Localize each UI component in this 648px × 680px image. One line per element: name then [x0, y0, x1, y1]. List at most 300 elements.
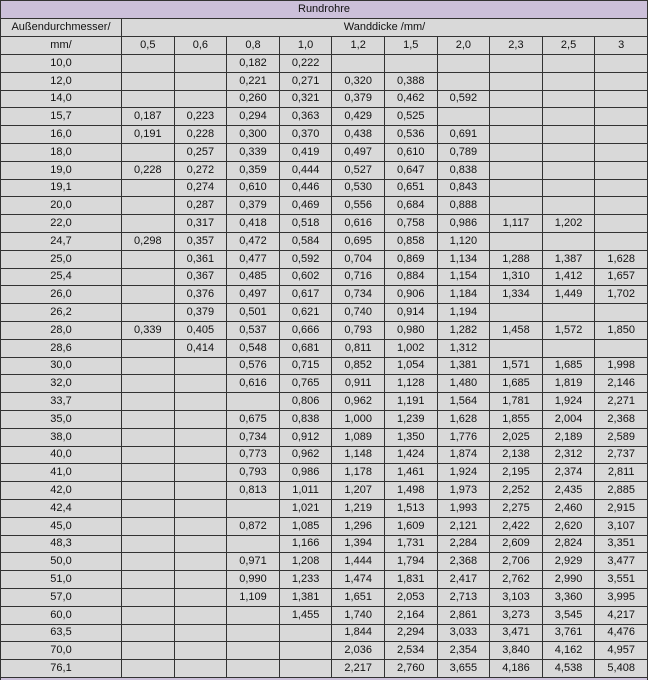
weight-cell [437, 55, 490, 73]
weight-cell: 1,844 [332, 624, 385, 642]
weight-cell [542, 108, 595, 126]
weight-cell: 2,713 [437, 588, 490, 606]
outer-diameter-cell: 32,0 [1, 375, 122, 393]
weight-cell: 3,360 [542, 588, 595, 606]
weight-cell: 0,962 [279, 446, 332, 464]
weight-cell: 1,219 [332, 499, 385, 517]
column-header: 1,2 [332, 37, 385, 55]
weight-cell [122, 286, 175, 304]
weight-cell: 0,222 [279, 55, 332, 73]
weight-cell: 1,855 [490, 410, 543, 428]
weight-cell: 0,294 [227, 108, 280, 126]
weight-cell: 0,666 [279, 321, 332, 339]
weight-cell: 2,534 [384, 642, 437, 660]
weight-cell: 1,239 [384, 410, 437, 428]
weight-cell: 2,146 [595, 375, 648, 393]
weight-cell: 1,054 [384, 357, 437, 375]
table-row [1, 143, 648, 161]
weight-cell: 0,986 [437, 215, 490, 233]
weight-cell: 0,912 [279, 428, 332, 446]
weight-cell: 0,773 [227, 446, 280, 464]
weight-cell [227, 606, 280, 624]
weight-cell [122, 410, 175, 428]
table-row [1, 215, 648, 233]
weight-cell: 2,004 [542, 410, 595, 428]
weight-cell: 0,576 [227, 357, 280, 375]
weight-cell [174, 571, 227, 589]
weight-cell [542, 55, 595, 73]
table-row [1, 535, 648, 553]
weight-cell [122, 482, 175, 500]
outer-diameter-cell: 76,1 [1, 660, 122, 678]
table-row [1, 304, 648, 322]
weight-cell: 1,011 [279, 482, 332, 500]
weight-cell: 2,706 [490, 553, 543, 571]
outer-diameter-cell: 25,4 [1, 268, 122, 286]
weight-cell: 2,294 [384, 624, 437, 642]
weight-cell [122, 571, 175, 589]
weight-cell [122, 606, 175, 624]
weight-cell: 3,471 [490, 624, 543, 642]
weight-cell: 0,419 [279, 143, 332, 161]
table-row [1, 357, 648, 375]
weight-cell [542, 72, 595, 90]
table-row [1, 517, 648, 535]
weight-cell: 1,424 [384, 446, 437, 464]
weight-cell: 2,138 [490, 446, 543, 464]
weight-cell: 0,616 [227, 375, 280, 393]
weight-cell: 1,184 [437, 286, 490, 304]
weight-cell: 4,186 [490, 660, 543, 678]
weight-cell [122, 215, 175, 233]
outer-diameter-cell: 19,0 [1, 161, 122, 179]
weight-cell [122, 499, 175, 517]
table-row [1, 571, 648, 589]
weight-cell: 0,592 [279, 250, 332, 268]
weight-cell: 2,036 [332, 642, 385, 660]
table-row [1, 375, 648, 393]
weight-cell [122, 393, 175, 411]
table-row [1, 90, 648, 108]
weight-cell: 0,418 [227, 215, 280, 233]
weight-cell: 4,162 [542, 642, 595, 660]
weight-cell [174, 410, 227, 428]
weight-cell: 1,178 [332, 464, 385, 482]
weight-cell: 1,731 [384, 535, 437, 553]
weight-cell: 1,387 [542, 250, 595, 268]
weight-cell: 2,121 [437, 517, 490, 535]
outer-diameter-cell: 10,0 [1, 55, 122, 73]
weight-cell: 2,435 [542, 482, 595, 500]
weight-cell: 0,793 [227, 464, 280, 482]
weight-cell: 0,869 [384, 250, 437, 268]
weight-cell: 0,191 [122, 126, 175, 144]
weight-cell: 0,765 [279, 375, 332, 393]
weight-cell: 0,260 [227, 90, 280, 108]
weight-cell: 1,924 [437, 464, 490, 482]
weight-cell [490, 179, 543, 197]
weight-cell: 0,675 [227, 410, 280, 428]
outer-diameter-cell: 50,0 [1, 553, 122, 571]
weight-cell [122, 642, 175, 660]
weight-cell [122, 464, 175, 482]
weight-cell: 0,300 [227, 126, 280, 144]
weight-cell: 2,861 [437, 606, 490, 624]
weight-cell: 2,737 [595, 446, 648, 464]
weight-cell [490, 197, 543, 215]
outer-diameter-cell: 48,3 [1, 535, 122, 553]
weight-cell: 1,148 [332, 446, 385, 464]
weight-cell: 3,545 [542, 606, 595, 624]
weight-cell: 1,998 [595, 357, 648, 375]
weight-cell [174, 446, 227, 464]
weight-cell [490, 161, 543, 179]
weight-cell: 1,208 [279, 553, 332, 571]
weight-cell [227, 393, 280, 411]
weight-cell [595, 179, 648, 197]
weight-cell: 0,223 [174, 108, 227, 126]
weight-cell: 0,221 [227, 72, 280, 90]
weight-cell [122, 517, 175, 535]
weight-cell [174, 393, 227, 411]
weight-cell: 1,794 [384, 553, 437, 571]
weight-cell [122, 90, 175, 108]
weight-cell [174, 55, 227, 73]
weight-cell: 0,501 [227, 304, 280, 322]
weight-cell: 2,195 [490, 464, 543, 482]
outer-diameter-cell: 18,0 [1, 143, 122, 161]
weight-cell: 0,274 [174, 179, 227, 197]
weight-cell: 1,458 [490, 321, 543, 339]
outer-diameter-cell: 70,0 [1, 642, 122, 660]
weight-cell: 0,789 [437, 143, 490, 161]
weight-cell [490, 126, 543, 144]
weight-cell [174, 624, 227, 642]
weight-cell: 0,446 [279, 179, 332, 197]
weight-cell: 1,781 [490, 393, 543, 411]
wall-thickness-header: Wanddicke /mm/ [122, 19, 648, 37]
table-row [1, 126, 648, 144]
weight-cell: 0,298 [122, 232, 175, 250]
weight-cell: 2,990 [542, 571, 595, 589]
weight-cell [542, 179, 595, 197]
table-row [1, 72, 648, 90]
weight-cell [490, 55, 543, 73]
weight-cell [490, 72, 543, 90]
weight-cell: 2,312 [542, 446, 595, 464]
weight-cell: 0,806 [279, 393, 332, 411]
outer-diameter-cell: 22,0 [1, 215, 122, 233]
weight-cell: 1,776 [437, 428, 490, 446]
weight-cell: 2,811 [595, 464, 648, 482]
weight-cell: 1,628 [595, 250, 648, 268]
weight-cell: 3,351 [595, 535, 648, 553]
weight-cell: 0,884 [384, 268, 437, 286]
table-row [1, 232, 648, 250]
weight-cell: 2,760 [384, 660, 437, 678]
weight-cell [384, 55, 437, 73]
weight-cell: 1,350 [384, 428, 437, 446]
weight-cell [174, 517, 227, 535]
weight-cell: 0,971 [227, 553, 280, 571]
weight-cell: 0,414 [174, 339, 227, 357]
weight-cell: 1,480 [437, 375, 490, 393]
weight-cell: 2,252 [490, 482, 543, 500]
table-row [1, 624, 648, 642]
weight-cell: 0,548 [227, 339, 280, 357]
table-row [1, 286, 648, 304]
weight-cell: 0,843 [437, 179, 490, 197]
outer-diameter-cell: 28,0 [1, 321, 122, 339]
weight-cell: 2,422 [490, 517, 543, 535]
weight-cell: 1,685 [490, 375, 543, 393]
weight-cell [122, 624, 175, 642]
weight-cell: 1,819 [542, 375, 595, 393]
weight-cell: 2,275 [490, 499, 543, 517]
weight-cell [122, 660, 175, 678]
outer-diameter-cell: 45,0 [1, 517, 122, 535]
weight-cell: 2,217 [332, 660, 385, 678]
outer-diameter-cell: 19,1 [1, 179, 122, 197]
weight-cell: 0,852 [332, 357, 385, 375]
weight-cell [490, 232, 543, 250]
table-row [1, 482, 648, 500]
table-row [1, 321, 648, 339]
weight-cell: 1,194 [437, 304, 490, 322]
outer-diameter-cell: 41,0 [1, 464, 122, 482]
weight-cell: 2,164 [384, 606, 437, 624]
weight-cell: 0,376 [174, 286, 227, 304]
weight-cell: 3,655 [437, 660, 490, 678]
weight-cell [122, 535, 175, 553]
weight-cell: 0,182 [227, 55, 280, 73]
weight-cell: 0,651 [384, 179, 437, 197]
weight-cell: 1,973 [437, 482, 490, 500]
table-row [1, 464, 648, 482]
weight-cell: 0,716 [332, 268, 385, 286]
weight-cell: 0,990 [227, 571, 280, 589]
weight-cell: 1,498 [384, 482, 437, 500]
weight-cell [437, 72, 490, 90]
column-header: 1,5 [384, 37, 437, 55]
weight-cell: 4,217 [595, 606, 648, 624]
weight-cell [595, 339, 648, 357]
weight-cell [174, 375, 227, 393]
weight-cell [595, 143, 648, 161]
weight-cell [122, 357, 175, 375]
weight-cell [490, 90, 543, 108]
weight-cell: 3,761 [542, 624, 595, 642]
weight-cell: 0,610 [227, 179, 280, 197]
weight-cell [595, 161, 648, 179]
weight-cell [122, 268, 175, 286]
weight-cell: 0,429 [332, 108, 385, 126]
weight-cell [122, 55, 175, 73]
weight-cell: 0,530 [332, 179, 385, 197]
weight-cell: 1,651 [332, 588, 385, 606]
weight-cell: 3,033 [437, 624, 490, 642]
weight-cell: 1,381 [437, 357, 490, 375]
weight-cell [122, 446, 175, 464]
weight-cell: 0,592 [437, 90, 490, 108]
weight-cell: 1,021 [279, 499, 332, 517]
weight-cell: 0,438 [332, 126, 385, 144]
weight-cell: 0,986 [279, 464, 332, 482]
weight-cell [279, 624, 332, 642]
weight-cell: 0,681 [279, 339, 332, 357]
weight-cell: 0,287 [174, 197, 227, 215]
weight-cell: 2,609 [490, 535, 543, 553]
weight-cell: 1,461 [384, 464, 437, 482]
weight-cell: 0,962 [332, 393, 385, 411]
weight-cell: 0,715 [279, 357, 332, 375]
weight-cell [595, 232, 648, 250]
weight-cell: 0,811 [332, 339, 385, 357]
weight-cell: 4,538 [542, 660, 595, 678]
weight-cell: 1,191 [384, 393, 437, 411]
weight-cell: 1,609 [384, 517, 437, 535]
weight-cell: 0,469 [279, 197, 332, 215]
weight-cell: 0,793 [332, 321, 385, 339]
weight-cell: 1,993 [437, 499, 490, 517]
weight-cell [174, 535, 227, 553]
weight-cell: 1,002 [384, 339, 437, 357]
outer-diameter-cell: 60,0 [1, 606, 122, 624]
outer-diameter-cell: 40,0 [1, 446, 122, 464]
weight-cell: 1,334 [490, 286, 543, 304]
row-header-unit: mm/ [1, 37, 122, 55]
weight-cell: 0,477 [227, 250, 280, 268]
column-header: 1,0 [279, 37, 332, 55]
weight-cell: 0,858 [384, 232, 437, 250]
weight-cell: 2,589 [595, 428, 648, 446]
weight-cell [122, 143, 175, 161]
weight-cell [490, 304, 543, 322]
outer-diameter-cell: 42,0 [1, 482, 122, 500]
table-row [1, 499, 648, 517]
weight-cell: 1,202 [542, 215, 595, 233]
weight-cell: 1,740 [332, 606, 385, 624]
weight-cell: 1,831 [384, 571, 437, 589]
weight-cell: 0,361 [174, 250, 227, 268]
weight-cell: 1,296 [332, 517, 385, 535]
weight-cell [174, 606, 227, 624]
table-row [1, 250, 648, 268]
weight-cell: 1,117 [490, 215, 543, 233]
weight-cell [227, 499, 280, 517]
weight-cell: 2,460 [542, 499, 595, 517]
weight-cell: 0,379 [332, 90, 385, 108]
weight-cell: 3,273 [490, 606, 543, 624]
weight-cell [227, 660, 280, 678]
weight-cell [122, 375, 175, 393]
weight-cell: 0,497 [227, 286, 280, 304]
weight-cell: 2,189 [542, 428, 595, 446]
weight-cell: 0,367 [174, 268, 227, 286]
weight-cell: 1,564 [437, 393, 490, 411]
outer-diameter-cell: 28,6 [1, 339, 122, 357]
weight-cell: 2,915 [595, 499, 648, 517]
weight-cell: 1,571 [490, 357, 543, 375]
weight-cell: 2,374 [542, 464, 595, 482]
weight-cell [595, 108, 648, 126]
weight-cell: 2,284 [437, 535, 490, 553]
weight-cell: 0,734 [227, 428, 280, 446]
weight-cell: 1,850 [595, 321, 648, 339]
column-header: 2,0 [437, 37, 490, 55]
table-row [1, 197, 648, 215]
weight-cell [122, 250, 175, 268]
weight-cell: 0,647 [384, 161, 437, 179]
weight-cell [542, 143, 595, 161]
weight-cell: 0,497 [332, 143, 385, 161]
weight-cell: 2,620 [542, 517, 595, 535]
outer-diameter-cell: 38,0 [1, 428, 122, 446]
weight-cell [122, 339, 175, 357]
table-row [1, 446, 648, 464]
weight-cell: 1,455 [279, 606, 332, 624]
weight-cell [122, 304, 175, 322]
weight-cell: 0,363 [279, 108, 332, 126]
weight-cell: 1,628 [437, 410, 490, 428]
outer-diameter-cell: 15,7 [1, 108, 122, 126]
outer-diameter-cell: 51,0 [1, 571, 122, 589]
weight-cell [595, 304, 648, 322]
weight-cell [490, 339, 543, 357]
table-row [1, 606, 648, 624]
weight-cell: 2,885 [595, 482, 648, 500]
weight-cell [542, 232, 595, 250]
table-row [1, 161, 648, 179]
outer-diameter-cell: 14,0 [1, 90, 122, 108]
weight-cell: 0,610 [384, 143, 437, 161]
weight-cell: 1,312 [437, 339, 490, 357]
table-row [1, 339, 648, 357]
weight-cell: 0,556 [332, 197, 385, 215]
weight-cell: 4,476 [595, 624, 648, 642]
weight-cell: 0,388 [384, 72, 437, 90]
weight-cell: 1,128 [384, 375, 437, 393]
weight-cell [122, 428, 175, 446]
weight-cell [122, 553, 175, 571]
table-row [1, 588, 648, 606]
outer-diameter-cell: 30,0 [1, 357, 122, 375]
weight-cell: 0,684 [384, 197, 437, 215]
weight-cell: 0,359 [227, 161, 280, 179]
weight-cell: 1,000 [332, 410, 385, 428]
weight-cell [227, 642, 280, 660]
weight-cell [174, 72, 227, 90]
weight-cell: 1,288 [490, 250, 543, 268]
weight-cell: 1,089 [332, 428, 385, 446]
weight-cell: 0,584 [279, 232, 332, 250]
weight-cell [227, 624, 280, 642]
weight-cell: 1,109 [227, 588, 280, 606]
weight-cell: 1,207 [332, 482, 385, 500]
column-header: 2,5 [542, 37, 595, 55]
table-row [1, 553, 648, 571]
weight-cell: 0,536 [384, 126, 437, 144]
weight-cell [174, 464, 227, 482]
weight-cell: 0,472 [227, 232, 280, 250]
weight-cell: 1,474 [332, 571, 385, 589]
weight-cell: 1,657 [595, 268, 648, 286]
weight-cell: 1,282 [437, 321, 490, 339]
weight-cell: 3,551 [595, 571, 648, 589]
weight-cell: 0,339 [122, 321, 175, 339]
weight-cell: 2,762 [490, 571, 543, 589]
weight-cell: 2,929 [542, 553, 595, 571]
